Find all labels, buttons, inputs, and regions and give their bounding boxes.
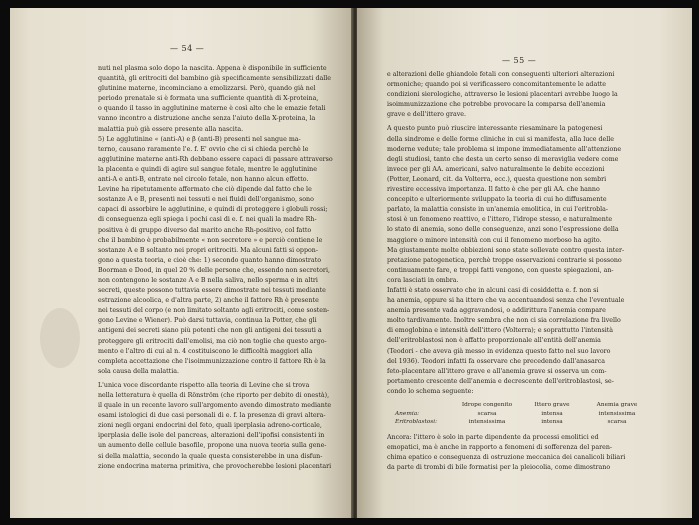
text-line: positiva è di gruppo diverso dal marito anche Rh-positivo, col fatto <box>98 226 312 234</box>
text-line: Boorman e Dood, in quel 20 % delle persone che, essendo non secretori, <box>98 266 330 274</box>
text-line: periodo prenatale si è formata una sufficiente quantità di X-proteina, <box>98 95 319 103</box>
text-line: A questo punto può riuscire interessante riesaminare la patogenesi <box>387 125 603 133</box>
text-line: un aumento delle cellule basofile, propone una nuova teoria sulla gene- <box>98 442 327 450</box>
text-line: secreti, queste possono tuttavia essere dimostrate nei tessuti mediante <box>98 287 326 295</box>
table-cell: intensa <box>541 419 563 426</box>
text-line: sostanze A e B soltanto nei propri eritrociti. Ma alcuni fatti si oppon- <box>98 246 318 254</box>
page-number-left: — 54 — <box>170 44 205 53</box>
text-line: invece per gli AA. americani, salvo naturalmente le debite eccezioni <box>387 165 605 173</box>
text-line: non contengono le sostanze A e B nella saliva, nello sperma e in altri <box>98 276 318 284</box>
left-page-text <box>98 64 341 472</box>
text-line: estrazione alcoolica, e d'altra parte, 2) anche il fattore Rh è presente <box>98 297 319 305</box>
text-line: parlato, la malattia consiste in un'anemia emolitica, in cui l'eritrobla- <box>387 206 609 214</box>
text-line: gono Levine e Wiener). Può darsi tuttavia, continua la Potter, che gli <box>98 317 317 325</box>
text-line: condo lo schema seguente: <box>387 387 474 395</box>
text-line: sola causa della malattia. <box>98 367 179 375</box>
text-line: agglutinine materne anti-Rh debbano essere capaci di passare attraverso <box>98 155 333 163</box>
text-line: vanno incontro a distruzione anche senza l'aiuto della X-proteina, la <box>98 115 316 123</box>
text-line: che il bambino è probabilmente « non secretore » e perciò contiene le <box>98 236 323 244</box>
text-line: iperplasia delle isole del pancreas, alterazioni dell'ipofisi consistenti in <box>98 432 325 440</box>
text-line: capaci di assorbire le agglutinine, e quindi di proteggere i globuli rossi; <box>98 206 328 214</box>
text-line: zioni negli organi endocrini del feto, quali iperplasia adreno-corticale, <box>98 422 322 430</box>
text-line: dell'eritroblastosi non è affatto proporzionale all'entità dell'anemia <box>387 337 601 345</box>
text-line: feto-placentare all'ittero grave e all'anemia grave si osserva un com- <box>387 367 607 375</box>
text-line: Levine ha ripetutamente affermato che ciò dipende dal fatto che le <box>98 186 312 194</box>
text-line: nei tessuti del corpo (e non limitato soltanto agli eritrociti, come sosten- <box>98 307 330 315</box>
text-line: il quale in un recente lavoro sull'argomento avendo dimostrato mediante <box>98 402 332 410</box>
text-line: anti-A e anti-B, entrate nel circolo fetale, non hanno alcun effetto. <box>98 176 309 184</box>
text-line: continuamente fare, e troppi fatti vengono, con queste spiegazioni, an- <box>387 266 614 274</box>
text-line: nella letteratura è quella di Rönström (che riporto per debito di onestà), <box>98 392 330 399</box>
text-line: portamento crescente dell'anemia e decrescente dell'eritroblastosi, se- <box>387 377 614 385</box>
text-line: la placenta e quindi di agire sul sangue fetale, mentre le agglutinine <box>98 165 317 173</box>
text-line: isoimmunizzazione che potrebbe provocare la comparsa dell'anemia <box>387 101 606 109</box>
table-row <box>395 418 657 427</box>
text-line: ha anemia, oppure si ha ittero che va accentuandosi senza che l'eventuale <box>387 297 625 305</box>
right-page-text-top <box>387 70 659 397</box>
table-header-cell: Anemia grave <box>596 402 638 408</box>
text-line: maggiore o minore intensità con cui il fenomeno morboso ha agito. <box>387 236 602 244</box>
text-line: pretazione patogenetica, perchè troppe osservazioni contrarie si possono <box>387 256 622 264</box>
text-line: Infatti è stato osservato che in alcuni casi di cosiddetta e. f. non si <box>387 286 599 294</box>
text-line: anemia presente vada aggravandosi, o addirittura l'anemia compare <box>387 307 606 315</box>
table-cell: intensissima <box>598 410 636 417</box>
table-cell: scarsa <box>607 419 627 426</box>
text-line: di conseguenza egli spiega i pochi casi di e. f. nei quali la madre Rh- <box>98 216 317 224</box>
text-line: moderne vedute; tale problema si impone immediatamente all'attenzione <box>387 145 622 153</box>
table-header-cell: Idrope congenito <box>461 402 513 408</box>
table-cell: intensa <box>541 410 563 417</box>
text-line: lo stato di anemia, sono delle conseguenze, anzi sono l'espressione della <box>387 226 619 234</box>
table-header-cell: Ittero grave <box>534 402 570 408</box>
table-cell: scarsa <box>477 410 497 417</box>
text-line: Ma giustamente molte obbiezioni sono state sollevate contro questa inter- <box>387 246 625 254</box>
text-line: degli studiosi, tanto che desta un certo senso di meraviglia vedere come <box>387 155 619 163</box>
page-stain <box>40 308 80 368</box>
text-line: e alterazioni delle ghiandole fetali con conseguenti ulteriori alterazioni <box>387 71 615 78</box>
table-row-label: Anemia: <box>395 410 420 417</box>
text-line: gono a questa teoria, e cioè che: 1) secondo quanto hanno dimostrato <box>98 256 322 264</box>
text-line: glutinine materne, incominciano a emolizzarsi. Però, quando già nel <box>98 85 316 93</box>
left-page <box>10 8 353 518</box>
text-line: 5) Le agglutinine « (anti-A) e β (anti-B) presenti nel sangue ma- <box>98 135 301 143</box>
text-line: da parte di trombi di bile formatisi per la pleiocolia, come dimostrano <box>387 464 611 472</box>
text-line: condizioni sierologiche, attraverso le lesioni placentari avrebbe luogo la <box>387 91 618 99</box>
text-line: zione endocrina materna primitiva, che provocherebbe lesioni placentari <box>98 462 332 470</box>
text-line: malattia può già essere presente alla nascita. <box>98 125 244 133</box>
schema-table-header <box>395 401 657 410</box>
book-spread <box>10 8 692 518</box>
text-line: grave e dell'ittero grave. <box>387 111 467 119</box>
text-line: mento e l'altro di cui al n. 4 costituiscono le difficoltà maggiori alla <box>98 347 313 355</box>
text-line: terno, causano raramente l'e. f. E' ovvio che ci si chieda perchè le <box>98 145 309 153</box>
text-line: cora lasciati in ombra. <box>387 276 459 284</box>
text-line: chima epatico e conseguenza di ostruzione meccanica dei canalicoli biliari <box>387 454 626 462</box>
text-line: di emoglobina e intensità dell'ittero (Volterra); e soprattutto l'intensità <box>387 327 614 335</box>
text-line: esami istologici di due casi personali di e. f. la presenza di gravi altera- <box>98 412 326 420</box>
text-line: (Potter, Leonard, cit. da Volterra, ecc.), questa questione non sembri <box>387 175 607 183</box>
text-line: antigeni dei secreti siano più potenti che non gli antigeni dei tessuti a <box>98 327 322 335</box>
text-line: molto tardivamente. Inoltre sembra che non ci sia correlazione fra livello <box>387 317 621 325</box>
text-line: stosi è un fenomeno reattivo, e l'ittero, l'idrope stesso, e naturalmente <box>387 216 613 224</box>
right-page <box>357 8 692 518</box>
text-line: proteggere gli eritrociti dall'emolisi, ma ciò non toglie che questo argo- <box>98 337 327 345</box>
text-line: completa accettazione che l'isoimmunizzazione contro il fattore Rh è la <box>98 357 326 365</box>
text-line: rivestire eccessiva importanza. Il fatto è che per gli AA. che hanno <box>387 186 600 194</box>
text-line: emopatici, ma è anche in rapporto a fenomeni di sofferenza del paren- <box>387 444 612 452</box>
schema-table <box>395 401 657 427</box>
text-line: sostanze A e B, presenti nei tessuti e nei fluidi dell'organismo, sono <box>98 196 314 204</box>
table-row <box>395 410 657 419</box>
page-number-right: — 55 — <box>502 56 537 65</box>
text-line: ormoniche; quando poi si verificassero concomitantemente le adatte <box>387 81 607 89</box>
text-line: o quando il tasso in agglutinine materne è così alto che le emazie fetali <box>98 105 326 113</box>
table-cell: intensissima <box>468 419 506 426</box>
text-line: (Teodori - che aveva già messo in evidenza questo fatto nel suo lavoro <box>387 347 611 355</box>
text-line: della sindrome e delle forme cliniche in cui si manifesta, alla luce delle <box>387 135 615 143</box>
text-line: del 1936). Teodori infatti fa osservare che precedendo dall'anasarca <box>387 357 606 365</box>
table-row-label: Eritroblastosi: <box>395 419 438 426</box>
right-page-text-bottom <box>387 433 659 473</box>
text-line: nuti nel plasma solo dopo la nascita. Appena è disponibile in sufficiente <box>98 65 327 72</box>
text-line: L'unica voce discordante rispetto alla teoria di Levine che si trova <box>98 381 310 389</box>
text-line: concepito e ulteriormente sviluppato la teoria di cui ho diffusamente <box>387 196 607 204</box>
text-line: Ancora: l'ittero è solo in parte dipendente da processi emolitici ed <box>387 434 599 441</box>
text-line: si della malattia, secondo la quale questa consisterebbe in una disfun- <box>98 452 323 460</box>
text-line: quantità, gli eritrociti del bambino già specificamente sensibilizzati dalle <box>98 75 332 83</box>
